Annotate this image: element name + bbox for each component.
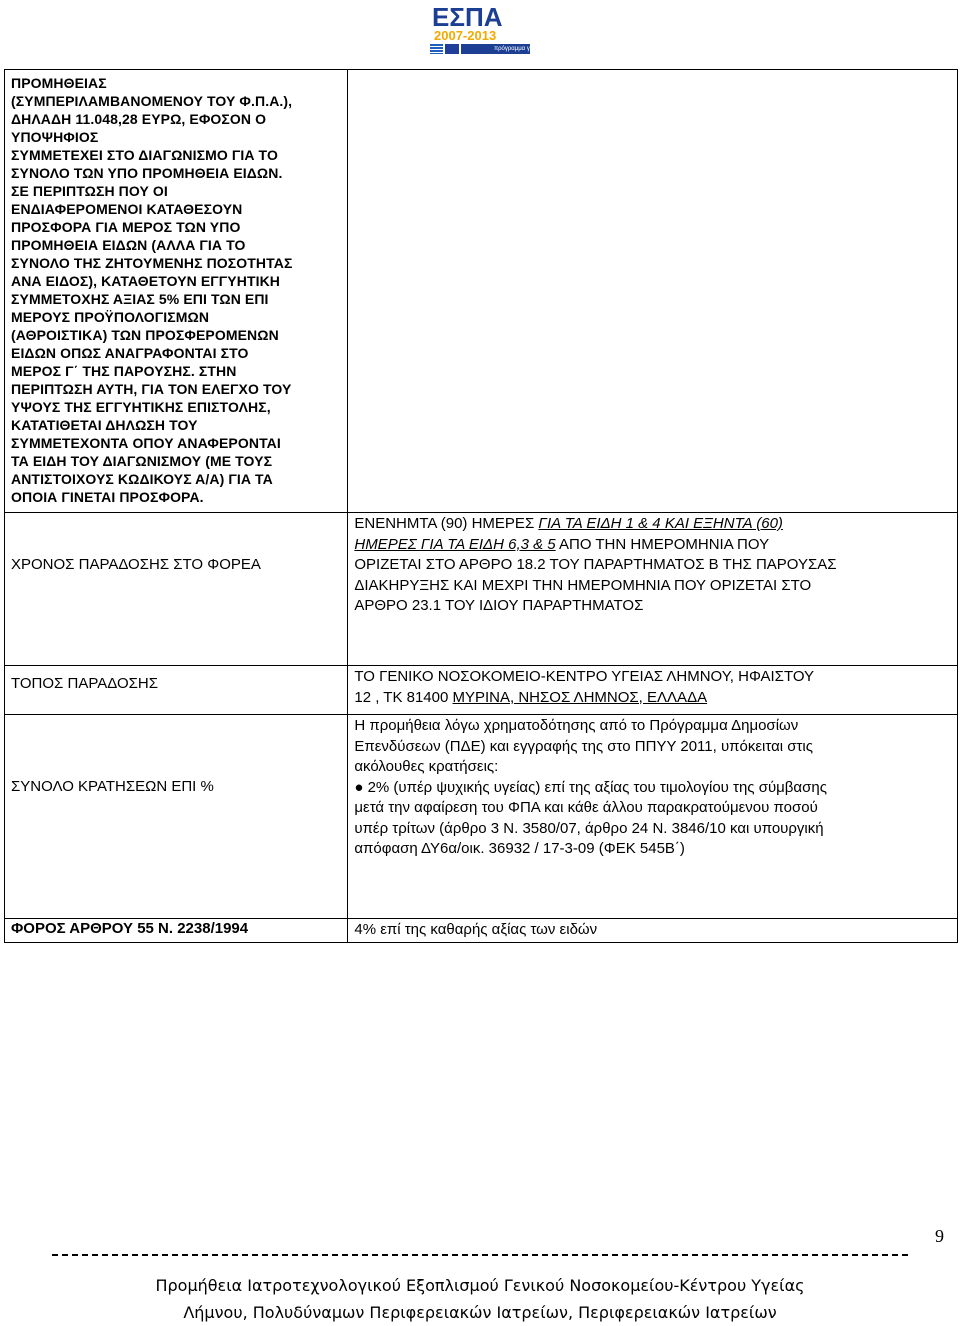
greek-flag-icon [430, 44, 443, 54]
table-row-guarantee [5, 70, 958, 513]
guarantee-line: ΣΥΝΟΛΟ ΤΗΣ ΖΗΤΟΥΜΕΝΗΣ ΠΟΣΟΤΗΤΑΣ [11, 255, 293, 271]
logo-tagline: πρόγραμμα για την ανάπτυξη [494, 46, 573, 52]
table-row-tax [5, 919, 958, 943]
delivery-time-line-5: ΑΡΘΡΟ 23.1 ΤΟΥ ΙΔΙΟΥ ΠΑΡΑΡΤΗΜΑΤΟΣ [354, 597, 644, 614]
delivery-time-line-2 [354, 535, 951, 556]
delivery-time-items-underlined: ΓΙΑ ΤΑ ΕΙΔΗ 1 & 4 ΚΑΙ ΕΞΗΝΤΑ (60) [538, 515, 783, 532]
table-row-delivery-place [5, 666, 958, 715]
delivery-time-items-underlined: ΗΜΕΡΕΣ ΓΙΑ ΤΑ ΕΙΔΗ 6,3 & 5 [354, 535, 556, 553]
tax-label: ΦΟΡΟΣ ΑΡΘΡΟΥ 55 Ν. 2238/1994 [5, 919, 348, 943]
footer-divider [52, 1254, 908, 1256]
withholdings-label: ΣΥΝΟΛΟ ΚΡΑΤΗΣΕΩΝ ΕΠΙ % [5, 715, 348, 919]
logo-years: 2007-2013 [434, 28, 497, 43]
guarantee-line: ΠΡΟΜΗΘΕΙΑ ΕΙΔΩΝ (ΑΛΛΑ ΓΙΑ ΤΟ [11, 237, 246, 253]
delivery-time-line-4: ΔΙΑΚΗΡΥΞΗΣ ΚΑΙ ΜΕΧΡΙ ΤΗΝ ΗΜΕΡΟΜΗΝΙΑ ΠΟΥ ΟΡΙΖΕΤΑΙ ΣΤΟ [354, 576, 812, 594]
logo-tag-bar [461, 44, 573, 54]
withholdings-line: μετά την αφαίρεση του ΦΠΑ και κάθε άλλου παρακρατούμενου ποσού [354, 799, 818, 816]
withholdings-line: Η προμήθεια λόγω χρηματοδότησης από το Πρόγραμμα Δημοσίων [354, 717, 799, 734]
withholdings-line: Επενδύσεων (ΠΔΕ) και εγγραφής της στο ΠΠΥΥ 2011, υπόκειται στις [354, 737, 813, 755]
delivery-place-line-2 [354, 688, 951, 709]
guarantee-text-cell [5, 70, 348, 513]
delivery-place-location: ΜΥΡΙΝΑ, ΝΗΣΟΣ ΛΗΜΝΟΣ, ΕΛΛΑΔΑ [452, 688, 708, 706]
guarantee-line: ΟΠΟΙΑ ΓΙΝΕΤΑΙ ΠΡΟΣΦΟΡΑ. [11, 489, 204, 505]
delivery-place-value [348, 666, 958, 715]
guarantee-line: ΜΕΡΟΥΣ ΠΡΟΫΠΟΛΟΓΙΣΜΩΝ [11, 309, 210, 325]
logo-strip [430, 44, 573, 54]
guarantee-line: ΠΕΡΙΠΤΩΣΗ ΑΥΤΗ, ΓΙΑ ΤΟΝ ΕΛΕΓΧΟ ΤΟΥ [11, 381, 292, 397]
withholdings-value [348, 715, 958, 919]
delivery-time-line-3: ΟΡΙΖΕΤΑΙ ΣΤΟ ΑΡΘΡΟ 18.2 ΤΟΥ ΠΑΡΑΡΤΗΜΑΤΟΣ Β ΤΗΣ ΠΑΡΟΥΣΑΣ [354, 556, 837, 573]
table-row-withholdings [5, 715, 958, 919]
withholdings-bullet-line: ● 2% (υπέρ ψυχικής υγείας) επί της αξίας του τιμολογίου της σύμβασης [354, 778, 827, 796]
guarantee-line: ΣΥΜΜΕΤΕΧΟΝΤΑ ΟΠΟΥ ΑΝΑΦΕΡΟΝΤΑΙ [11, 435, 281, 451]
logo-main-text: ΕΣΠΑ [432, 2, 503, 32]
table-row-delivery-time [5, 513, 958, 666]
page-number: 9 [935, 1226, 944, 1246]
guarantee-line: ΣΥΜΜΕΤΟΧΗΣ ΑΞΙΑΣ 5% ΕΠΙ ΤΩΝ ΕΠΙ [11, 291, 269, 307]
empty-cell [348, 70, 958, 513]
eu-flag-icon [445, 44, 459, 54]
guarantee-line: ΣΥΜΜΕΤΕΧΕΙ ΣΤΟ ΔΙΑΓΩΝΙΣΜΟ ΓΙΑ ΤΟ [11, 147, 278, 163]
guarantee-line: ΔΗΛΑΔΗ 11.048,28 ΕΥΡΩ, ΕΦΟΣΟΝ Ο [11, 111, 267, 127]
guarantee-line: (ΣΥΜΠΕΡΙΛΑΜΒΑΝΟΜΕΝΟΥ ΤΟΥ Φ.Π.Α.), [11, 93, 293, 109]
footer-line-1: Προμήθεια Ιατροτεχνολογικού Εξοπλισμού Γενικού Νοσοκομείου-Κέντρου Υγείας [155, 1276, 805, 1295]
guarantee-line: ΣΕ ΠΕΡΙΠΤΩΣΗ ΠΟΥ ΟΙ [11, 183, 168, 199]
delivery-place-label: ΤΟΠΟΣ ΠΑΡΑΔΟΣΗΣ [5, 666, 348, 715]
guarantee-line: ΚΑΤΑΤΙΘΕΤΑΙ ΔΗΛΩΣΗ ΤΟΥ [11, 417, 198, 433]
tax-value [348, 919, 958, 943]
guarantee-line: ΣΥΝΟΛΟ ΤΩΝ ΥΠΟ ΠΡΟΜΗΘΕΙΑ ΕΙΔΩΝ. [11, 165, 283, 181]
guarantee-line: ΤΑ ΕΙΔΗ ΤΟΥ ΔΙΑΓΩΝΙΣΜΟΥ (ΜΕ ΤΟΥΣ [11, 453, 273, 469]
guarantee-line: ΥΨΟΥΣ ΤΗΣ ΕΓΓΥΗΤΙΚΗΣ ΕΠΙΣΤΟΛΗΣ, [11, 399, 271, 415]
specs-table [4, 69, 958, 943]
delivery-time-line-1 [354, 514, 951, 535]
guarantee-line: ΑΝΤΙΣΤΟΙΧΟΥΣ ΚΩΔΙΚΟΥΣ Α/Α) ΓΙΑ ΤΑ [11, 471, 273, 487]
delivery-time-label: ΧΡΟΝΟΣ ΠΑΡΑΔΟΣΗΣ ΣΤΟ ΦΟΡΕΑ [5, 513, 348, 666]
delivery-time-text: ΕΝΕΝΗΜΤΑ (90) ΗΜΕΡΕΣ [354, 515, 539, 532]
delivery-time-value [348, 513, 958, 666]
guarantee-line: ΑΝΑ ΕΙΔΟΣ), ΚΑΤΑΘΕΤΟΥΝ ΕΓΓΥΗΤΙΚΗ [11, 273, 281, 289]
withholdings-line: υπέρ τρίτων (άρθρο 3 Ν. 3580/07, άρθρο 24 Ν. 3846/10 και υπουργική [354, 819, 824, 837]
guarantee-line: ΕΝΔΙΑΦΕΡΟΜΕΝΟΙ ΚΑΤΑΘΕΣΟΥΝ [11, 201, 243, 217]
withholdings-line: ακόλουθες κρατήσεις: [354, 758, 499, 775]
guarantee-line: ΠΡΟΣΦΟΡΑ ΓΙΑ ΜΕΡΟΣ ΤΩΝ ΥΠΟ [11, 219, 241, 235]
espa-logo [430, 2, 573, 56]
guarantee-line: ΕΙΔΩΝ ΟΠΩΣ ΑΝΑΓΡΑΦΟΝΤΑΙ ΣΤΟ [11, 345, 249, 361]
guarantee-line: (ΑΘΡΟΙΣΤΙΚΑ) ΤΩΝ ΠΡΟΣΦΕΡΟΜΕΝΩΝ [11, 327, 279, 343]
guarantee-line: ΜΕΡΟΣ Γ΄ ΤΗΣ ΠΑΡΟΥΣΗΣ. ΣΤΗΝ [11, 363, 237, 379]
delivery-place-postcode: 12 , ΤΚ 81400 [354, 688, 453, 706]
tax-value-text: 4% επί της καθαρής αξίας των ειδών [354, 921, 598, 938]
page-footer [0, 1272, 960, 1326]
withholdings-line: απόφαση ΔΥ6α/οικ. 36932 / 17-3-09 (ΦΕΚ 545Β΄) [354, 840, 685, 857]
delivery-place-line-1: ΤΟ ΓΕΝΙΚΟ ΝΟΣΟΚΟΜΕΙΟ-ΚΕΝΤΡΟ ΥΓΕΙΑΣ ΛΗΜΝΟΥ, ΗΦΑΙΣΤΟΥ [354, 668, 815, 685]
guarantee-line: ΠΡΟΜΗΘΕΙΑΣ [11, 75, 107, 91]
guarantee-line: ΥΠΟΨΗΦΙΟΣ [11, 129, 99, 145]
footer-line-2: Λήμνου, Πολυδύναμων Περιφερειακών Ιατρείων, Περιφερειακών Ιατρείων [183, 1303, 777, 1322]
delivery-time-text: ΑΠΟ ΤΗΝ ΗΜΕΡΟΜΗΝΙΑ ΠΟΥ [555, 535, 770, 553]
